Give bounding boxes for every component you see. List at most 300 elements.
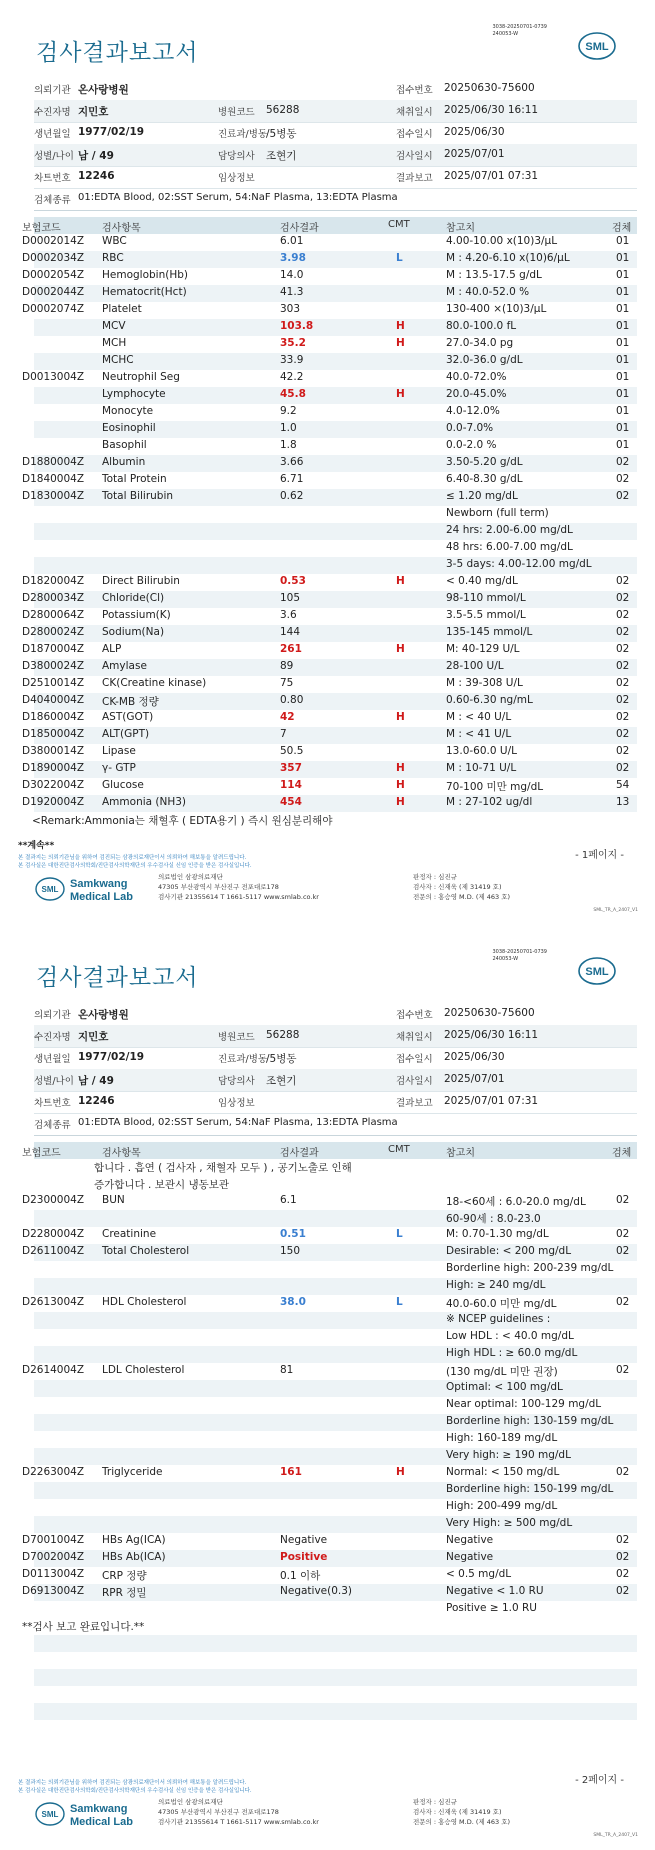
cell-result: 261 xyxy=(280,643,302,655)
cell-ref: Optimal: < 100 mg/dL xyxy=(446,1381,563,1393)
cell-ref: 135-145 mmol/L xyxy=(446,626,533,638)
blank-rows xyxy=(34,1635,637,1737)
table-row xyxy=(34,1414,637,1431)
cell-code: D1890004Z xyxy=(22,762,85,774)
document-id: 3038-20250701-0739 240053-W xyxy=(492,949,547,962)
cell-ref: 130-400 ×(10)3/μL xyxy=(446,303,547,315)
cell-spec: 01 xyxy=(616,337,630,349)
patient-header: 의뢰기관 온사랑병원 접수번호 20250630-75600 수진자명 지민호 병원코드 56288 채취일시 2025/06/30 16:11 생년월일 1977/02/19 진료과/병동 /5병동 접수일시 2025/06/30 성별/나이 남 / 49 담당의사 조현기 검사일시 2025/07/01 차트번호 12246 임상정보 결과보고 2025/07/01 07:31 검체종류 01:EDTA Blood, 02:SST Serum, 54:NaF Plasma, 13:EDTA Plasma xyxy=(34,78,637,202)
cell-item: LDL Cholesterol xyxy=(102,1364,185,1376)
cell-spec: 01 xyxy=(616,286,630,298)
table-row xyxy=(22,608,637,625)
cell-ref: 13.0-60.0 U/L xyxy=(446,745,517,757)
page-title: 검사결과보고서 xyxy=(36,965,199,991)
cell-item: Chloride(Cl) xyxy=(102,592,165,604)
cell-spec: 02 xyxy=(616,660,630,672)
table-row xyxy=(34,1516,637,1533)
cell-item: γ- GTP xyxy=(102,762,136,774)
empty-row xyxy=(34,1703,637,1720)
cell-result: 3.66 xyxy=(280,456,304,468)
cell-ref: Borderline high: 200-239 mg/dL xyxy=(446,1262,614,1274)
cell-result: 45.8 xyxy=(280,388,306,400)
cell-ref: M: 0.70-1.30 mg/dL xyxy=(446,1228,549,1240)
cell-item: Triglyceride xyxy=(102,1466,163,1478)
cell-item: Direct Bilirubin xyxy=(102,575,180,587)
cell-result: 42.2 xyxy=(280,371,304,383)
svg-text:Medical Lab: Medical Lab xyxy=(70,1816,133,1828)
cell-result: 6.01 xyxy=(280,235,304,247)
table-row xyxy=(22,761,637,778)
cell-code: D0002054Z xyxy=(22,269,85,281)
cell-item: Total Protein xyxy=(102,473,167,485)
cell-code: D1840004Z xyxy=(22,473,85,485)
svg-text:SML: SML xyxy=(41,885,59,894)
cell-ref: M : 27-102 ug/dl xyxy=(446,796,533,808)
cell-spec: 02 xyxy=(616,1551,630,1563)
cell-spec: 02 xyxy=(616,1228,630,1240)
table-row xyxy=(22,642,637,659)
cell-ref: M : < 40 U/L xyxy=(446,711,512,723)
table-row xyxy=(34,387,637,404)
table-row xyxy=(22,251,637,268)
svg-text:SML: SML xyxy=(585,41,609,53)
cell-ref: 4.00-10.00 x(10)3/μL xyxy=(446,235,558,247)
cell-spec: 02 xyxy=(616,745,630,757)
table-row xyxy=(22,268,637,285)
cell-spec: 02 xyxy=(616,1466,630,1478)
cell-ref: 40.0-72.0% xyxy=(446,371,507,383)
cell-ref: 3-5 days: 4.00-12.00 mg/dL xyxy=(446,558,592,570)
cell-spec: 01 xyxy=(616,354,630,366)
table-row xyxy=(34,1261,637,1278)
cell-flag: L xyxy=(396,1228,403,1240)
cell-ref: 32.0-36.0 g/dL xyxy=(446,354,523,366)
cell-spec: 02 xyxy=(616,456,630,468)
cell-ref: 0.0-7.0% xyxy=(446,422,494,434)
table-row xyxy=(22,302,637,319)
cell-flag: L xyxy=(396,1296,403,1308)
cell-code: D3800014Z xyxy=(22,745,85,757)
table-row xyxy=(34,336,637,353)
cell-item: HDL Cholesterol xyxy=(102,1296,187,1308)
cell-item: Lymphocyte xyxy=(102,388,166,400)
cell-item: Hematocrit(Hct) xyxy=(102,286,187,298)
cell-item: Hemoglobin(Hb) xyxy=(102,269,189,281)
cell-spec: 02 xyxy=(616,626,630,638)
result-rows xyxy=(22,1193,637,1618)
cell-ref: Normal: < 150 mg/dL xyxy=(446,1466,560,1478)
cell-code: D2510014Z xyxy=(22,677,85,689)
cell-spec: 02 xyxy=(616,575,630,587)
empty-row xyxy=(34,1652,637,1669)
cell-result: 1.0 xyxy=(280,422,297,434)
patient-header: 의뢰기관 온사랑병원 접수번호 20250630-75600 수진자명 지민호 병원코드 56288 채취일시 2025/06/30 16:11 생년월일 1977/02/19 진료과/병동 /5병동 접수일시 2025/06/30 성별/나이 남 / 49 담당의사 조현기 검사일시 2025/07/01 차트번호 12246 임상정보 결과보고 2025/07/01 07:31 검체종류 01:EDTA Blood, 02:SST Serum, 54:NaF Plasma, 13:EDTA Plasma xyxy=(34,1003,637,1127)
cell-ref: 28-100 U/L xyxy=(446,660,504,672)
table-row xyxy=(22,591,637,608)
empty-row xyxy=(34,1720,637,1737)
cell-code: D2614004Z xyxy=(22,1364,85,1376)
svg-text:SML: SML xyxy=(585,966,609,978)
cell-flag: H xyxy=(396,711,405,723)
cell-result: 105 xyxy=(280,592,301,604)
cell-code: D0002034Z xyxy=(22,252,85,264)
table-row xyxy=(22,710,637,727)
cell-result: 161 xyxy=(280,1466,302,1478)
cell-item: CK-MB 정량 xyxy=(102,696,159,708)
cell-ref: M : 13.5-17.5 g/dL xyxy=(446,269,542,281)
cell-code: D3022004Z xyxy=(22,779,85,791)
remark-row: 합니다 . 흡연 ( 검사자 , 채혈자 모두 ) , 공기노출로 인해 xyxy=(94,1162,352,1174)
cell-spec: 02 xyxy=(616,1296,630,1308)
cell-code: D2300004Z xyxy=(22,1194,85,1206)
cell-code: D0013004Z xyxy=(22,371,85,383)
cell-item: Albumin xyxy=(102,456,146,468)
cell-result: 0.62 xyxy=(280,490,304,502)
table-row xyxy=(34,1397,637,1414)
cell-result: 9.2 xyxy=(280,405,297,417)
cell-ref: M : 10-71 U/L xyxy=(446,762,517,774)
cell-ref: M : 4.20-6.10 x(10)6/μL xyxy=(446,252,570,264)
page-number: - 2페이지 - xyxy=(575,1775,624,1786)
cell-spec: 02 xyxy=(616,609,630,621)
cell-code: D2800034Z xyxy=(22,592,85,604)
cell-flag: H xyxy=(396,796,405,808)
cell-item: RPR 정밀 xyxy=(102,1587,147,1599)
cell-ref: Borderline high: 130-159 mg/dL xyxy=(446,1415,614,1427)
cell-result: 0.1 이하 xyxy=(280,1570,321,1582)
continue-note: **계속** xyxy=(18,841,55,851)
cell-ref: Positive ≥ 1.0 RU xyxy=(446,1602,537,1614)
cell-item: Total Bilirubin xyxy=(102,490,174,502)
table-row xyxy=(22,1227,637,1244)
cell-item: Creatinine xyxy=(102,1228,157,1240)
cell-result: 357 xyxy=(280,762,302,774)
cell-ref: 3.50-5.20 g/dL xyxy=(446,456,523,468)
cell-ref: M : < 41 U/L xyxy=(446,728,512,740)
table-row xyxy=(34,421,637,438)
cell-ref: 80.0-100.0 fL xyxy=(446,320,517,332)
cell-spec: 01 xyxy=(616,405,630,417)
table-row xyxy=(22,234,637,251)
cell-ref: 18-<60세 : 6.0-20.0 mg/dL xyxy=(446,1196,586,1208)
cell-spec: 02 xyxy=(616,1245,630,1257)
page-title: 검사결과보고서 xyxy=(36,40,199,66)
cell-result: 7 xyxy=(280,728,287,740)
table-row xyxy=(22,285,637,302)
table-row xyxy=(34,1278,637,1295)
cell-result: 0.80 xyxy=(280,694,304,706)
cell-ref: High HDL : ≥ 60.0 mg/dL xyxy=(446,1347,578,1359)
cell-spec: 02 xyxy=(616,762,630,774)
cell-code: D2280004Z xyxy=(22,1228,85,1240)
specimen-types: 01:EDTA Blood, 02:SST Serum, 54:NaF Plasma, 13:EDTA Plasma xyxy=(78,192,398,203)
cell-result: Negative(0.3) xyxy=(280,1585,353,1597)
cell-code: D0113004Z xyxy=(22,1568,85,1580)
cell-result: 6.1 xyxy=(280,1194,297,1206)
cell-spec: 01 xyxy=(616,371,630,383)
cell-ref: Near optimal: 100-129 mg/dL xyxy=(446,1398,602,1410)
cell-item: MCHC xyxy=(102,354,134,366)
cell-spec: 02 xyxy=(616,694,630,706)
cell-spec: 02 xyxy=(616,643,630,655)
cell-ref: M : 40.0-52.0 % xyxy=(446,286,530,298)
cell-item: Glucose xyxy=(102,779,144,791)
cell-item: AST(GOT) xyxy=(102,711,154,723)
cell-ref: 20.0-45.0% xyxy=(446,388,507,400)
empty-row xyxy=(34,1686,637,1703)
cell-code: D2800064Z xyxy=(22,609,85,621)
cell-result: 0.51 xyxy=(280,1228,306,1240)
cell-code: D1880004Z xyxy=(22,456,85,468)
empty-row xyxy=(34,1635,637,1652)
cell-result: 103.8 xyxy=(280,320,314,332)
table-row xyxy=(34,1312,637,1329)
cell-result: 0.53 xyxy=(280,575,306,587)
cell-result: Negative xyxy=(280,1534,328,1546)
cell-code: D1820004Z xyxy=(22,575,85,587)
cell-spec: 02 xyxy=(616,1585,630,1597)
cell-ref: M : 39-308 U/L xyxy=(446,677,523,689)
receipt-number: 20250630-75600 xyxy=(444,82,535,94)
cell-code: D7002004Z xyxy=(22,1551,85,1563)
cell-spec: 01 xyxy=(616,422,630,434)
cell-ref: M: 40-129 U/L xyxy=(446,643,520,655)
cell-flag: H xyxy=(396,320,405,332)
cell-item: CRP 정량 xyxy=(102,1570,147,1582)
hospital-name: 온사랑병원 xyxy=(78,84,129,96)
cell-result: 3.6 xyxy=(280,609,297,621)
cell-result: 42 xyxy=(280,711,295,723)
cell-ref: Low HDL : < 40.0 mg/dL xyxy=(446,1330,574,1342)
cell-spec: 01 xyxy=(616,388,630,400)
cell-ref: (130 mg/dL 미만 권장) xyxy=(446,1366,558,1378)
table-header: 보험코드 검사항목 검사결과 CMT 참고치 검체 xyxy=(34,217,637,234)
cell-item: BUN xyxy=(102,1194,125,1206)
cell-ref: 0.0-2.0 % xyxy=(446,439,497,451)
table-row xyxy=(22,727,637,744)
cell-ref: 98-110 mmol/L xyxy=(446,592,526,604)
cell-flag: H xyxy=(396,337,405,349)
cell-ref: 40.0-60.0 미만 mg/dL xyxy=(446,1298,557,1310)
cell-spec: 02 xyxy=(616,1364,630,1376)
cell-item: Total Cholesterol xyxy=(102,1245,190,1257)
table-row xyxy=(22,693,637,710)
cell-result: 81 xyxy=(280,1364,294,1376)
table-row xyxy=(22,795,637,812)
cell-code: D1850004Z xyxy=(22,728,85,740)
cell-code: D0002074Z xyxy=(22,303,85,315)
cell-flag: L xyxy=(396,252,403,264)
cell-result: 303 xyxy=(280,303,301,315)
cell-item: Potassium(K) xyxy=(102,609,171,621)
table-row xyxy=(34,1380,637,1397)
cell-code: D0002014Z xyxy=(22,235,85,247)
table-row xyxy=(34,1329,637,1346)
cell-spec: 02 xyxy=(616,1534,630,1546)
cell-ref: Very High: ≥ 500 mg/dL xyxy=(446,1517,573,1529)
table-row xyxy=(22,778,637,795)
table-row xyxy=(22,370,637,387)
table-row xyxy=(34,1499,637,1516)
cell-result: 3.98 xyxy=(280,252,306,264)
sml-logo xyxy=(577,955,617,987)
table-row xyxy=(22,574,637,591)
cell-ref: 70-100 미만 mg/dL xyxy=(446,781,544,793)
table-row xyxy=(34,353,637,370)
cell-ref: Desirable: < 200 mg/dL xyxy=(446,1245,572,1257)
table-row xyxy=(22,1363,637,1380)
results-table-page-1 xyxy=(22,217,637,829)
cell-flag: H xyxy=(396,643,405,655)
table-row xyxy=(22,1584,637,1601)
page-number: - 1페이지 - xyxy=(575,850,624,861)
cell-spec: 13 xyxy=(616,796,630,808)
cell-item: Neutrophil Seg xyxy=(102,371,180,383)
results-table-page-2 xyxy=(22,1142,637,1737)
cell-code: D2613004Z xyxy=(22,1296,85,1308)
result-rows xyxy=(22,234,637,812)
cell-result: 14.0 xyxy=(280,269,304,281)
cell-result: Positive xyxy=(280,1551,328,1563)
table-row xyxy=(22,1550,637,1567)
cell-result: 35.2 xyxy=(280,337,306,349)
cell-spec: 01 xyxy=(616,269,630,281)
table-row xyxy=(34,1346,637,1363)
table-row xyxy=(22,1295,637,1312)
table-row xyxy=(22,1567,637,1584)
cell-ref: High: 160-189 mg/dL xyxy=(446,1432,558,1444)
cell-result: 150 xyxy=(280,1245,301,1257)
table-row xyxy=(34,1482,637,1499)
report-end-row: **검사 보고 완료입니다.** xyxy=(22,1621,145,1633)
cell-ref: Negative xyxy=(446,1534,494,1546)
cell-result: 33.9 xyxy=(280,354,304,366)
empty-row xyxy=(34,1669,637,1686)
cell-item: ALP xyxy=(102,643,122,655)
report-page-1: 3038-20250701-0739 240053-W 검사결과보고서 SML 의뢰기관 온사랑병원 접수번호 20250630-75600 수진자명 지민호 병원코드 56288 채취일시 2025/06/30 16:11 생년월일 1977/02/19 진료과/병동 /5병동 접수일시 2025/06/30 성별/나이 남 / 49 담당의사 조현기 검사일시 2025/07/01 차트번호 12246 임상정보 결과보고 2025/07/01 07:31 검체종류 01:EDTA Blood, 02:SST Serum, 54:NaF Plasma, 13:EDTA Plasma 보험코드 검사항목 검사결과 CMT 참고치 검체 D0002014Z WBC 6.01 4.00-10.00 x(10)3/μL 01 D0002034Z RBC 3.98 L M : 4.20-6.10 x(10)6/μL 01 D0002054Z Hemoglobin(Hb) 14.0 M : 13.5-17.5 g/dL 01 D0002044Z Hematocrit(Hct) 41.3 M : 40.0-52.0 % 01 D0002074Z Platelet 303 130-400 ×(10)3/μL 01 MCV 103.8 H 80.0-100.0 fL 01 MCH 35.2 H 27.0-34.0 pg 01 MCHC 33.9 32.0-36.0 g/dL 01 D0013004Z Neutrophil Seg 42.2 40.0-72.0% 01 Lymphocyte 45.8 H 20.0-45.0% 01 Monocyte 9.2 4.0-12.0% 01 Eosinophil 1.0 0.0-7.0% 01 Basophil 1.8 0.0-2.0 % 01 D1880004Z Albumin 3.66 3.50-5.20 g/dL 02 D1840004Z Total Protein 6.71 6.40-8.30 g/dL 02 D1830004Z Total Bilirubin 0.62 ≤ 1.20 mg/dL 02 Newborn (full term) 24 hrs: 2.00-6.00 mg/dL 48 hrs: 6.00-7.00 mg/dL 3-5 days: 4.00-12.00 mg/dL D1820004Z Direct Bilirubin 0.53 H < 0.40 mg/dL 02 D2800034Z Chloride(Cl) 105 98-110 mmol/L 02 D2800064Z Potassium(K) 3.6 3.5-5.5 mmol/L 02 D2800024Z Sodium(Na) 144 135-145 mmol/L 02 D1870004Z ALP 261 H M: 40-129 U/L 02 D3800024Z Amylase 89 28-100 U/L 02 D2510014Z CK(Creatine kinase) 75 M : 39-308 U/L 02 D4040004Z CK-MB 정량 0.80 0.60-6.30 ng/mL 02 D1860004Z AST(GOT) 42 H M : < 40 U/L 02 D1850004Z ALT(GPT) 7 M : < 41 U/L 02 D3800014Z Lipase 50.5 13.0-60.0 U/L 02 D1890004Z γ- GTP 357 H M : 10-71 U/L 02 D3022004Z Glucose 114 H 70-100 미만 mg/dL 54 D1920004Z Ammonia (NH3) 454 H M : 27-102 ug/dl 13 <Remark:Ammonia는 채혈후 ( EDTA용기 ) 즉시 원심분리해야 **계속** 본 결과지는 의뢰기관님을 위하여 검진되는 삼광의료재단이서 의뢰하여 해보통을 알려드립니다. 본 검사실은 대한진단검사의학회/진단검사의학재단의 우수검사실 신임 인증을 받은 검사실입니다. - 1페이지 - SML Samkwang Medical Lab 의료법인 삼광의료재단 47305 부산광역시 부산진구 전포대로178 검사기관 21355614 T 1661-5117 www.smlab.co.kr 판정자 : 심진규 검사자 : 신재욱 (제 31419 호) 전문의 : 홍승영 M.D. (제 463 호) SML_TR_A_2407_V1 xyxy=(18,24,638,913)
cell-spec: 01 xyxy=(616,235,630,247)
table-row xyxy=(22,455,637,472)
report-page-2: 3038-20250701-0739 240053-W 검사결과보고서 SML 의뢰기관 온사랑병원 접수번호 20250630-75600 수진자명 지민호 병원코드 56288 채취일시 2025/06/30 16:11 생년월일 1977/02/19 진료과/병동 /5병동 접수일시 2025/06/30 성별/나이 남 / 49 담당의사 조현기 검사일시 2025/07/01 차트번호 12246 임상정보 결과보고 2025/07/01 07:31 검체종류 01:EDTA Blood, 02:SST Serum, 54:NaF Plasma, 13:EDTA Plasma 보험코드 검사항목 검사결과 CMT 참고치 검체 합니다 . 흡연 ( 검사자 , 채혈자 모두 ) , 공기노출로 인해 증가합니다 . 보관시 냉동보관 D2300004Z BUN 6.1 18-<60세 : 6.0-20.0 mg/dL 02 60-90세 : 8.0-23.0 D2280004Z Creatinine 0.51 L M: 0.70-1.30 mg/dL 02 D2611004Z Total Cholesterol 150 Desirable: < 200 mg/dL 02 Borderline high: 200-239 mg/dL High: ≥ 240 mg/dL D2613004Z HDL Cholesterol 38.0 L 40.0-60.0 미만 mg/dL 02 ※ NCEP guidelines : Low HDL : < 40.0 mg/dL High HDL : ≥ 60.0 mg/dL D2614004Z LDL Cholesterol 81 (130 mg/dL 미만 권장) 02 Optimal: < 100 mg/dL Near optimal: 100-129 mg/dL Borderline high: 130-159 mg/dL High: 160-189 mg/dL Very high: ≥ 190 mg/dL D2263004Z Triglyceride 161 H Normal: < 150 mg/dL 02 Borderline high: 150-199 mg/dL High: 200-499 mg/dL Very High: ≥ 500 mg/dL D7001004Z HBs Ag(ICA) Negative Negative 02 D7002004Z HBs Ab(ICA) Positive Negative 02 D0113004Z CRP 정량 0.1 이하 < 0.5 mg/dL 02 D6913004Z RPR 정밀 Negative(0.3) Negative < 1.0 RU 02 Positive ≥ 1.0 RU **검사 보고 완료입니다.** 본 결과지는 의뢰기관님을 위하여 검진되는 삼광의료재단이서 의뢰하여 해보통을 알려드립니다. 본 검사실은 대한진단검사의학회/진단검사의학재단의 우수검사실 신임 인증을 받은 검사실입니다. - 2페이지 - SML Samkwang Medical Lab 의료법인 삼광의료재단 47305 부산광역시 부산진구 전포대로178 검사기관 21355614 T 1661-5117 www.smlab.co.kr 판정자 : 심진규 검사자 : 신재욱 (제 31419 호) 전문의 : 홍승영 M.D. (제 463 호) SML_TR_A_2407_V1 xyxy=(18,949,638,1838)
cell-ref: < 0.40 mg/dL xyxy=(446,575,518,587)
table-row xyxy=(34,540,637,557)
cell-ref: 60-90세 : 8.0-23.0 xyxy=(446,1213,541,1225)
cell-spec: 01 xyxy=(616,439,630,451)
table-row xyxy=(22,472,637,489)
table-row xyxy=(22,1193,637,1210)
patient-name: 지민호 xyxy=(78,106,109,118)
cell-result: 38.0 xyxy=(280,1296,306,1308)
cell-item: CK(Creatine kinase) xyxy=(102,677,207,689)
cell-item: Lipase xyxy=(102,745,136,757)
table-header: 보험코드 검사항목 검사결과 CMT 참고치 검체 xyxy=(34,1142,637,1159)
cell-result: 89 xyxy=(280,660,294,672)
table-row xyxy=(22,1465,637,1482)
cell-item: RBC xyxy=(102,252,124,264)
cell-code: D3800024Z xyxy=(22,660,85,672)
table-row xyxy=(22,489,637,506)
cell-ref: 27.0-34.0 pg xyxy=(446,337,514,349)
cell-flag: H xyxy=(396,575,405,587)
cell-code: D2800024Z xyxy=(22,626,85,638)
cell-item: MCV xyxy=(102,320,126,332)
table-row xyxy=(22,625,637,642)
cell-flag: H xyxy=(396,762,405,774)
cell-result: 114 xyxy=(280,779,302,791)
cell-spec: 02 xyxy=(616,473,630,485)
cell-result: 454 xyxy=(280,796,302,808)
cell-item: Eosinophil xyxy=(102,422,156,434)
cell-spec: 02 xyxy=(616,711,630,723)
cell-item: ALT(GPT) xyxy=(102,728,150,740)
cell-spec: 02 xyxy=(616,592,630,604)
cell-item: Platelet xyxy=(102,303,142,315)
table-row xyxy=(34,1448,637,1465)
samkwang-logo xyxy=(34,870,156,910)
cell-code: D1920004Z xyxy=(22,796,85,808)
cell-ref: < 0.5 mg/dL xyxy=(446,1568,512,1580)
cell-code: D6913004Z xyxy=(22,1585,85,1597)
cell-flag: H xyxy=(396,1466,405,1478)
sml-logo xyxy=(577,30,617,62)
cell-ref: Very high: ≥ 190 mg/dL xyxy=(446,1449,571,1461)
cell-ref: Borderline high: 150-199 mg/dL xyxy=(446,1483,614,1495)
cell-ref: 48 hrs: 6.00-7.00 mg/dL xyxy=(446,541,573,553)
cell-result: 75 xyxy=(280,677,294,689)
cell-result: 50.5 xyxy=(280,745,304,757)
cell-ref: 0.60-6.30 ng/mL xyxy=(446,694,533,706)
cell-flag: H xyxy=(396,779,405,791)
cell-code: D0002044Z xyxy=(22,286,85,298)
cell-spec: 54 xyxy=(616,779,630,791)
cell-result: 41.3 xyxy=(280,286,304,298)
document-id: 3038-20250701-0739 240053-W xyxy=(492,24,547,37)
svg-text:Samkwang: Samkwang xyxy=(70,1803,128,1815)
cell-ref: ※ NCEP guidelines : xyxy=(446,1313,551,1325)
cell-ref: High: ≥ 240 mg/dL xyxy=(446,1279,546,1291)
cell-item: Monocyte xyxy=(102,405,154,417)
cell-spec: 02 xyxy=(616,728,630,740)
cell-ref: High: 200-499 mg/dL xyxy=(446,1500,558,1512)
cell-ref: ≤ 1.20 mg/dL xyxy=(446,490,518,502)
cell-code: D7001004Z xyxy=(22,1534,85,1546)
cell-ref: 3.5-5.5 mmol/L xyxy=(446,609,526,621)
cell-spec: 02 xyxy=(616,1568,630,1580)
table-row xyxy=(34,557,637,574)
remark-row: 증가합니다 . 보관시 냉동보관 xyxy=(94,1179,230,1191)
cell-code: D1860004Z xyxy=(22,711,85,723)
table-row xyxy=(22,659,637,676)
table-row xyxy=(22,676,637,693)
cell-ref: 24 hrs: 2.00-6.00 mg/dL xyxy=(446,524,573,536)
svg-text:Medical Lab: Medical Lab xyxy=(70,891,133,903)
cell-flag: H xyxy=(396,388,405,400)
cell-code: D1870004Z xyxy=(22,643,85,655)
cell-item: HBs Ag(ICA) xyxy=(102,1534,166,1546)
cell-ref: 6.40-8.30 g/dL xyxy=(446,473,523,485)
table-row xyxy=(34,1601,637,1618)
cell-item: Ammonia (NH3) xyxy=(102,796,187,808)
svg-text:SML: SML xyxy=(41,1810,59,1819)
table-row xyxy=(22,1244,637,1261)
cell-item: HBs Ab(ICA) xyxy=(102,1551,166,1563)
cell-item: Sodium(Na) xyxy=(102,626,165,638)
table-row xyxy=(22,744,637,761)
table-row xyxy=(34,404,637,421)
cell-item: Basophil xyxy=(102,439,147,451)
cell-spec: 02 xyxy=(616,1194,630,1206)
cell-item: WBC xyxy=(102,235,127,247)
